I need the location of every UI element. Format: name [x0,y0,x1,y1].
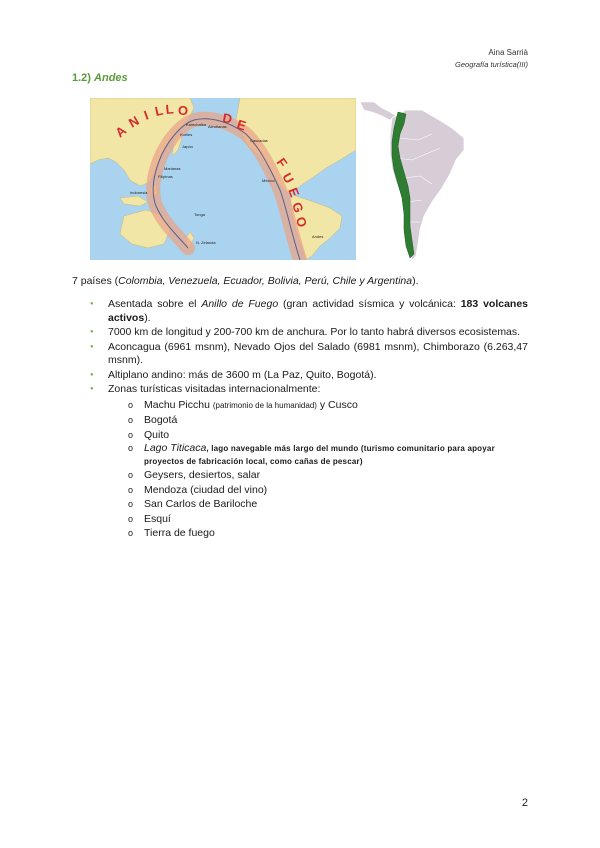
marker-label: Tonga [194,212,205,217]
bullet-ring-of-fire: ● Asentada sobre el Anillo de Fuego (gran actividad sísmica y volcánica: 183 volcanes activos). [72,298,528,325]
tourist-zones-list [108,398,528,541]
ring-of-fire-map [90,98,356,260]
marker-label: Marianas [164,166,181,171]
south-america-andes-map [360,98,468,260]
zone-quito: o Quito [108,428,528,443]
ring-letter: F [273,155,291,172]
document-subject: Geografía turística(III) [455,60,528,69]
marker-label: México [262,178,275,183]
section-number: 1.2) [72,72,91,84]
page-header [455,47,528,71]
section-heading [72,72,128,84]
ring-letter: I [141,107,152,123]
zone-machu-picchu: o Machu Picchu (patrimonio de la humanidad) y Cusco [108,398,528,414]
bullet-dimensions: ● 7000 km de longitud y 200-700 km de anchura. Por lo tanto habrá diversos ecosistemas. [72,326,528,340]
ring-letter: E [235,116,249,134]
marker-label: Indonesia [130,190,148,195]
zone-mendoza: o Mendoza (ciudad del vino) [108,483,528,498]
marker-label: Kamchatka [186,122,207,127]
marker-label: Cascadas [250,138,268,143]
marker-label: Andes [312,234,324,239]
countries-list: Colombia, Venezuela, Ecuador, Bolivia, Perú, Chile y Argentina [118,275,413,287]
bullet-altiplano: ● Altiplano andino: más de 3600 m (La Paz, Quito, Bogotá). [72,369,528,383]
bullet-peaks: ● Aconcagua (6961 msnm), Nevado Ojos del Salado (6981 msnm), Chimborazo (6.263,47 msnm). [72,341,528,368]
marker-label: Aleutianas [208,124,227,129]
ring-letter: L [153,102,166,119]
zone-tierra-de-fuego: o Tierra de fuego [108,526,528,541]
ring-letter: E [285,185,303,201]
ring-letter: N [126,112,143,131]
bullet-tourist-zones: ● Zonas turísticas visitadas internacionalmente: o Machu Picchu (patrimonio de la humanidad) y Cusco o Bogotá o Quito o Lago Titicaca, lago navegable más largo del mundo (turismo comunitario para apoyar proyectos de fabricación local, como cañas de pescar) o Geysers, desiertos, salar o Mendoza (ciudad del vino) o San Carlos de Bariloche o Esquí o Tierra de fuego [72,383,528,541]
ring-letter: A [112,122,130,141]
section-title: Andes [94,72,128,84]
countries-suffix: ). [412,275,419,287]
andes-bullet-list [72,298,528,542]
ring-letter: L [164,101,176,117]
page-number: 2 [521,797,528,809]
marker-label: N. Zelanda [196,240,216,245]
ring-letter: O [293,215,311,230]
zone-bogota: o Bogotá [108,413,528,428]
zone-bariloche: o San Carlos de Bariloche [108,497,528,512]
author-name: Aina Sarrià [488,48,528,57]
marker-label: Japón [182,144,193,149]
zone-esqui: o Esquí [108,512,528,527]
ring-letter: G [289,200,307,216]
marker-label: Filipinas [158,174,173,179]
ring-letter: U [279,170,298,187]
marker-label: Kuriles [180,132,193,137]
countries-prefix: 7 países ( [72,275,119,287]
zone-geysers: o Geysers, desiertos, salar [108,468,528,483]
ring-letter: O [178,103,190,118]
zone-titicaca: o Lago Titicaca, lago navegable más largo del mundo (turismo comunitario para apoyar proyectos de fabricación local, como cañas de pescar) [108,442,528,468]
ring-letter: D [221,110,235,127]
countries-line [72,274,419,288]
